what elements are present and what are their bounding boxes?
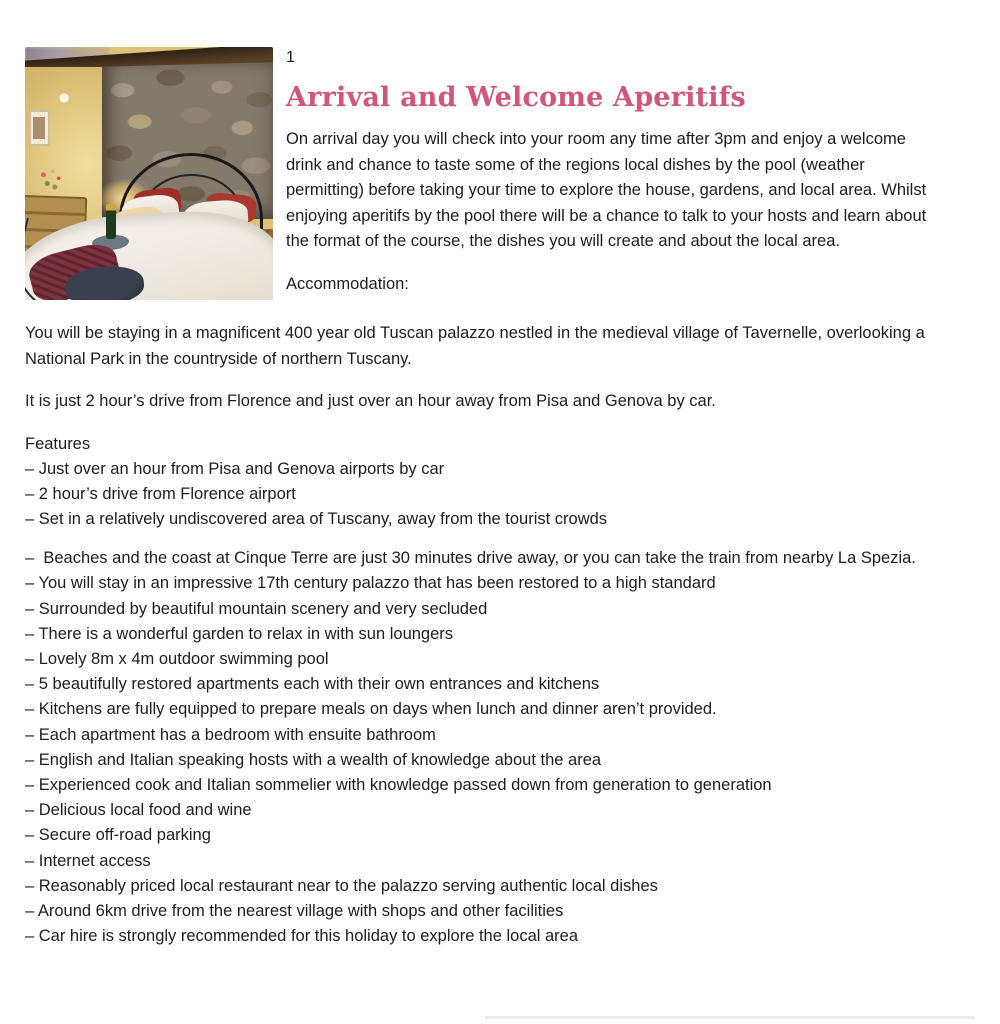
feature-item: – English and Italian speaking hosts with a wealth of knowledge about the area (25, 750, 602, 769)
feature-item: – Delicious local food and wine (25, 801, 252, 820)
page-title: Arrival and Welcome Aperitifs (286, 82, 746, 113)
feature-item: – 5 beautifully restored apartments each with their own entrances and kitchens (25, 675, 600, 694)
feature-item: – Experienced cook and Italian sommelier with knowledge passed down from generation to generation (25, 775, 772, 794)
feature-item: – Lovely 8m x 4m outdoor swimming pool (25, 649, 329, 668)
page-bottom-divider (485, 1016, 975, 1019)
feature-item: – Around 6km drive from the nearest village with shops and other facilities (25, 901, 564, 920)
accommodation-label: Accommodation: (286, 274, 409, 293)
intro-section (25, 47, 945, 300)
feature-item: – 2 hour’s drive from Florence airport (25, 484, 296, 503)
feature-item: – There is a wonderful garden to relax in with sun loungers (25, 624, 454, 643)
feature-item: – Just over an hour from Pisa and Genova airports by car (25, 459, 445, 478)
bedroom-photo (25, 47, 273, 300)
features-group-1 (25, 457, 945, 533)
feature-item: – Each apartment has a bedroom with ensuite bathroom (25, 725, 436, 744)
feature-item: – Kitchens are fully equipped to prepare meals on days when lunch and dinner aren’t provided. (25, 700, 717, 719)
day-number: 1 (286, 49, 295, 66)
accommodation-paragraph: It is just 2 hour’s drive from Florence and just over an hour away from Pisa and Genova by car. (25, 392, 716, 410)
photo-wall-sconce (57, 93, 75, 103)
feature-item: – You will stay in an impressive 17th century palazzo that has been restored to a high standard (25, 574, 716, 593)
features-group-2 (25, 546, 945, 949)
accommodation-section (25, 321, 945, 949)
photo-picture-frame-inner (33, 117, 45, 140)
intro-paragraph: On arrival day you will check into your room any time after 3pm and enjoy a welcome drink and chance to taste some of the regions local dishes by the pool (weather permitting) before taking your time to explore the house, gardens, and local area. Whilst enjoying aperitifs by the pool there will be a chance to talk to your hosts and learn about the format of the course, the dishes you will create and about the local area. (286, 130, 927, 250)
feature-item: – Set in a relatively undiscovered area of Tuscany, away from the tourist crowds (25, 509, 608, 528)
intro-column (286, 47, 943, 300)
feature-item: – Secure off-road parking (25, 826, 211, 845)
feature-item: – Surrounded by beautiful mountain scenery and very secluded (25, 599, 488, 618)
features-heading: Features (25, 434, 91, 453)
accommodation-paragraph: You will be staying in a magnificent 400 year old Tuscan palazzo nestled in the medieval village of Tavernelle, overlooking a National Park in the countryside of northern Tuscany. (25, 324, 925, 368)
feature-item: – Reasonably priced local restaurant near to the palazzo serving authentic local dishes (25, 876, 658, 895)
photo-wine-bottle (106, 204, 116, 239)
feature-item: – Beaches and the coast at Cinque Terre are just 30 minutes drive away, or you can take the train from nearby La Spezia. (25, 549, 916, 568)
photo-picture-frame (29, 110, 50, 145)
feature-item: – Internet access (25, 851, 151, 870)
feature-item: – Car hire is strongly recommended for this holiday to explore the local area (25, 927, 579, 946)
features-list (25, 432, 945, 950)
